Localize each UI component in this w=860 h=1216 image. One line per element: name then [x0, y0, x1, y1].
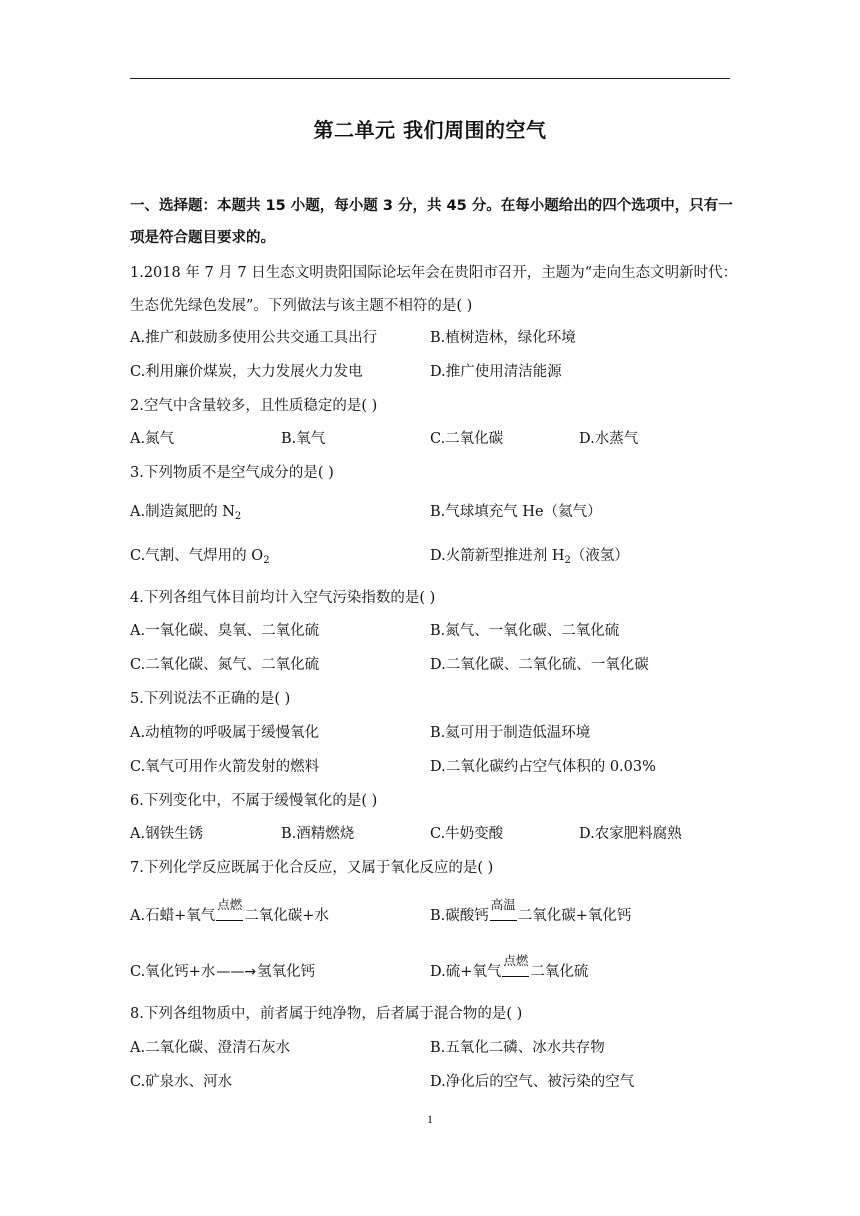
question-8-option-b: B.五氧化二磷、冰水共存物 — [430, 1040, 605, 1056]
question-2-option-c: C.二氧化碳 — [430, 431, 504, 447]
question-2-option-b: B.氧气 — [281, 431, 326, 447]
question-1-option-b: B.植树造林，绿化环境 — [430, 330, 576, 346]
header-rule — [130, 78, 730, 79]
question-2-option-d: D.水蒸气 — [579, 431, 639, 447]
question-7-option-a: A.石蜡+氧气 点燃 二氧化碳+水 — [130, 897, 329, 924]
question-5-stem: 5.下列说法不正确的是( ) — [130, 691, 291, 707]
question-3-option-c: C.气割、气焊用的 $O_2$ — [130, 548, 270, 566]
page-number: 1 — [427, 1112, 433, 1126]
question-2-stem: 2.空气中含量较多，且性质稳定的是( ) — [130, 398, 378, 414]
question-3-stem: 3.下列物质不是空气成分的是( ) — [130, 465, 334, 481]
question-6-option-c: C.牛奶变酸 — [430, 826, 504, 842]
question-4-option-d: D.二氧化碳、二氧化硫、一氧化碳 — [430, 657, 649, 673]
question-3-option-d: D.火箭新型推进剂 $H_2$（液氢） — [430, 548, 629, 566]
question-5-option-d: D.二氧化碳约占空气体积的 0.03% — [430, 759, 656, 775]
question-1-stem-line2: 生态优先绿色发展”。下列做法与该主题不相符的是( ) — [130, 298, 473, 314]
question-3-option-b: B.气球填充气 He（氦气） — [430, 504, 602, 520]
reaction-condition-d: 点燃 — [502, 964, 529, 977]
question-1-option-a: A.推广和鼓励多使用公共交通工具出行 — [130, 330, 378, 346]
question-6-option-d: D.农家肥料腐熟 — [579, 826, 682, 842]
question-6-option-a: A.钢铁生锈 — [130, 826, 204, 842]
question-1-option-c: C.利用廉价煤炭，大力发展火力发电 — [130, 364, 363, 380]
question-7-option-d: D.硫+氧气 点燃 二氧化硫 — [430, 953, 589, 980]
reaction-condition-a: 点燃 — [216, 908, 243, 921]
question-3-option-a: A.制造氮肥的 $N_2$ — [130, 504, 242, 522]
question-5-option-a: A.动植物的呼吸属于缓慢氧化 — [130, 725, 320, 741]
question-1-stem-line1: 1.2018 年 7 月 7 日生态文明贵阳国际论坛年会在贵阳市召开，主题为“走向生态文明新时代： — [130, 265, 738, 281]
question-5-option-c: C.氧气可用作火箭发射的燃料 — [130, 759, 320, 775]
question-5-option-b: B.氦可用于制造低温环境 — [430, 725, 591, 741]
question-4-stem: 4.下列各组气体目前均计入空气污染指数的是( ) — [130, 590, 436, 606]
question-6-option-b: B.酒精燃烧 — [281, 826, 355, 842]
question-4-option-b: B.氮气、一氧化碳、二氧化硫 — [430, 623, 620, 639]
question-8-option-a: A.二氧化碳、澄清石灰水 — [130, 1040, 291, 1056]
page-title: 第二单元 我们周围的空气 — [313, 118, 547, 142]
question-4-option-c: C.二氧化碳、氮气、二氧化硫 — [130, 657, 320, 673]
question-4-option-a: A.一氧化碳、臭氧、二氧化硫 — [130, 623, 320, 639]
question-8-stem: 8.下列各组物质中，前者属于纯净物，后者属于混合物的是( ) — [130, 1006, 523, 1022]
question-7-option-b: B.碳酸钙 高温 二氧化碳+氧化钙 — [430, 897, 632, 924]
question-7-stem: 7.下列化学反应既属于化合反应，又属于氧化反应的是( ) — [130, 860, 494, 876]
question-8-option-c: C.矿泉水、河水 — [130, 1074, 233, 1090]
section-instructions-line2: 项是符合题目要求的。 — [130, 230, 275, 246]
question-1-option-d: D.推广使用清洁能源 — [430, 364, 562, 380]
question-7-option-c: C.氧化钙+水——→氢氧化钙 — [130, 964, 316, 980]
question-2-option-a: A.氮气 — [130, 431, 175, 447]
section-instructions-line1: 一、选择题：本题共 15 小题，每小题 3 分，共 45 分。在每小题给出的四个选项中，只有一 — [130, 198, 733, 214]
question-6-stem: 6.下列变化中，不属于缓慢氧化的是( ) — [130, 793, 378, 809]
reaction-arrow: ——→ — [216, 964, 257, 980]
question-8-option-d: D.净化后的空气、被污染的空气 — [430, 1074, 635, 1090]
reaction-condition-b: 高温 — [490, 908, 517, 921]
